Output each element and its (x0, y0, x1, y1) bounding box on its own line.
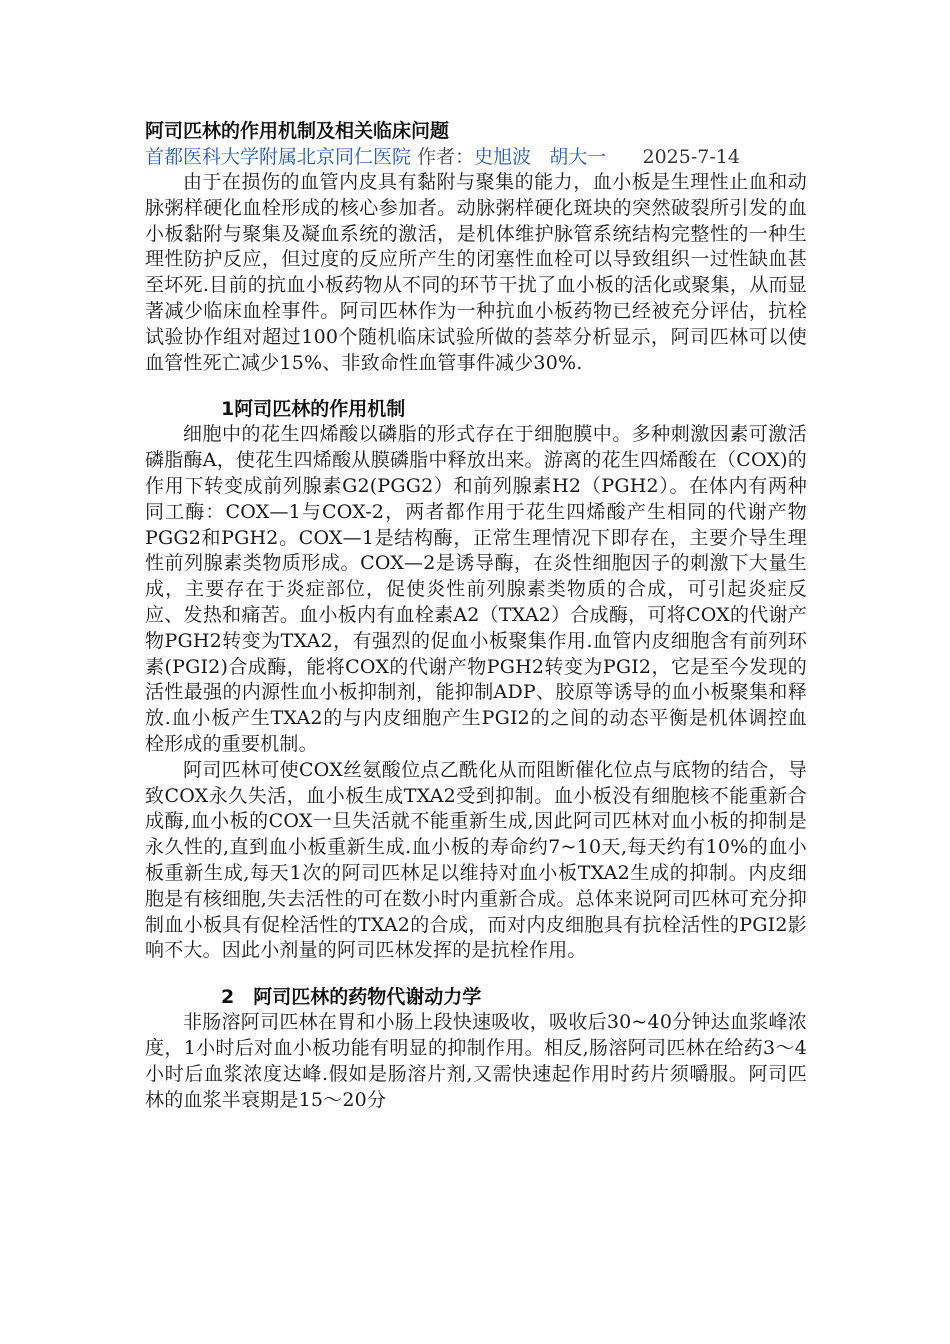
article-byline (145, 144, 807, 170)
intro-paragraph: 由于在损伤的血管内皮具有黏附与聚集的能力，血小板是生理性止血和动脉粥样硬化血栓形成的核心参加者。动脉粥样硬化斑块的突然破裂所引发的血小板黏附与聚集及凝血系统的激活，是机体维护脉管系统结构完整性的一种生理性防护反应，但过度的反应所产生的闭塞性血栓可以导致组织一过性缺血甚至坏死.目前的抗血小板药物从不同的环节干扰了血小板的活化或聚集，从而显著减少临床血栓事件。阿司匹林作为一种抗血小板药物已经被充分评估，抗栓试验协作组对超过100个随机临床试验所做的荟萃分析显示，阿司匹林可以使血管性死亡减少15%、非致命性血管事件减少30%. (145, 171, 807, 374)
section-1-heading: 1阿司匹林的作用机制 (221, 398, 406, 421)
publish-date: 2025-7-14 (642, 146, 740, 168)
section-1-paragraph-1: 细胞中的花生四烯酸以磷脂的形式存在于细胞膜中。多种刺激因素可激活磷脂酶A，使花生四烯酸从膜磷脂中释放出来。游离的花生四烯酸在（COX)的作用下转变成前列腺素G2(PGG2）和前列腺素H2（PGH2）。在体内有两种同工酶：COX—1与COX-2，两者都作用于花生四烯酸产生相同的代谢产物PGG2和PGH2。COX—1是结构酶，正常生理情况下即存在，主要介导生理性前列腺素类物质形成。COX—2是诱导酶，在炎性细胞因子的刺激下大量生成，主要存在于炎症部位，促使炎性前列腺素类物质的合成，可引起炎症反应、发热和痛苦。血小板内有血栓素A2（TXA2）合成酶，可将COX的代谢产物PGH2转变为TXA2，有强烈的促血小板聚集作用.血管内皮细胞含有前列环素(PGI2)合成酶，能将COX的代谢产物PGH2转变为PGI2，它是至今发现的活性最强的内源性血小板抑制剂，能抑制ADP、胶原等诱导的血小板聚集和释放.血小板产生TXA2的与内皮细胞产生PGI2的之间的动态平衡是机体调控血栓形成的重要机制。 (145, 423, 807, 755)
section-2-paragraph-1: 非肠溶阿司匹林在胃和小肠上段快速吸收，吸收后30~40分钟达血浆峰浓度，1小时后对血小板功能有明显的抑制作用。相反,肠溶阿司匹林在给药3～4小时后血浆浓度达峰.假如是肠溶片剂,又需快速起作用时药片须嚼服。阿司匹林的血浆半衰期是15～20分 (145, 1011, 807, 1111)
institution-link[interactable]: 首都医科大学附属北京同仁医院 (145, 146, 412, 168)
article-title: 阿司匹林的作用机制及相关临床问题 (145, 120, 450, 142)
author-link-1[interactable]: 史旭波 (474, 146, 532, 168)
document-page (145, 118, 807, 1113)
author-link-2[interactable]: 胡大一 (549, 146, 607, 168)
author-label: 作者： (417, 146, 475, 168)
section-1-paragraph-2: 阿司匹林可使COX丝氨酸位点乙酰化从而阻断催化位点与底物的结合，导致COX永久失活，血小板生成TXA2受到抑制。血小板没有细胞核不能重新合成酶,血小板的COX一旦失活就不能重新生成,因此阿司匹林对血小板的抑制是永久性的,直到血小板重新生成.血小板的寿命约7~10天,每天约有10%的血小板重新生成,每天1次的阿司匹林足以维持对血小板TXA2生成的抑制。内皮细胞是有核细胞,失去活性的可在数小时内重新合成。总体来说阿司匹林可充分抑制血小板具有促栓活性的TXA2的合成，而对内皮细胞具有抗栓活性的PGI2影响不大。因此小剂量的阿司匹林发挥的是抗栓作用。 (145, 758, 807, 962)
section-2-heading: 2 阿司匹林的药物代谢动力学 (221, 986, 482, 1009)
